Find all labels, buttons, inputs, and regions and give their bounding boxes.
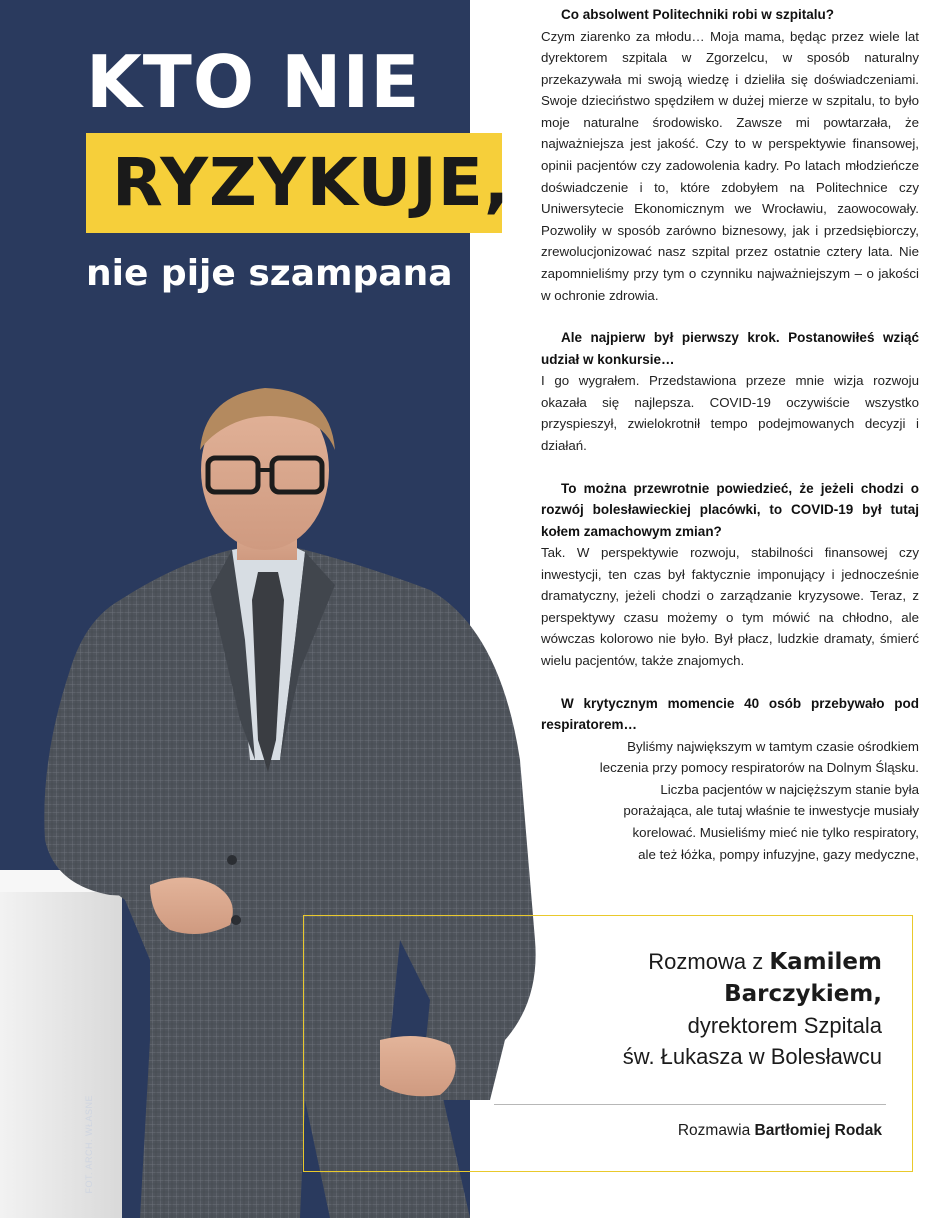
answer-4: [541, 736, 919, 866]
headline-line-1: KTO NIE: [86, 40, 421, 124]
question-1: Co absolwent Politechniki robi w szpitalu?: [561, 7, 835, 22]
interviewer-label: Rozmawia: [677, 1122, 755, 1139]
answer-2: I go wygrałem. Przedstawiona przeze mnie wizja rozwoju okazała się najlepsza. COVID-19 oczywiście wszystko przyspieszył, zwielokrotnił tempo podejmowanych decyzji i działań.: [541, 373, 919, 453]
divider-line: [494, 1104, 886, 1105]
headline-line-2: RYZYKUJE,: [112, 144, 510, 221]
interviewee-role-1: dyrektorem Szpitala: [687, 1013, 882, 1038]
interviewee-first-name: Kamilem: [769, 949, 882, 975]
interviewee-role-2: św. Łukasza w Bolesławcu: [622, 1044, 882, 1069]
interview-intro-line: [623, 946, 882, 978]
headline-line-3: nie pije szampana: [86, 253, 453, 294]
question-2: Ale najpierw był pierwszy krok. Postanowiłeś wziąć udział w konkursie…: [541, 330, 919, 367]
answer-4-line: porażająca, ale tutaj właśnie te inwestycje musiały: [623, 803, 919, 819]
interview-box: [303, 915, 913, 1172]
article-column: [541, 4, 919, 865]
answer-4-line: Liczba pacjentów w najcięższym stanie była: [660, 781, 919, 797]
answer-4-line: ale też łóżka, pompy infuzyjne, gazy medyczne,: [638, 846, 919, 862]
question-4: W krytycznym momencie 40 osób przebywało pod respiratorem…: [541, 695, 919, 733]
interviewer-credit: [678, 1122, 882, 1140]
photo-credit: FOT. ARCH. WŁASNE: [84, 1095, 94, 1194]
interviewee-info: [623, 946, 882, 1072]
answer-4-line: leczenia przy pomocy respiratorów na Dolnym Śląsku.: [599, 760, 919, 776]
answer-4-line: Byliśmy największym w tamtym czasie ośrodkiem: [627, 738, 919, 754]
answer-1: Czym ziarenko za młodu… Moja mama, będąc przez wiele lat dyrektorem szpitala w Zgorzelcu, w sposób naturalny przekazywała mi swoją wiedzę i dzieliła się doświadczeniami. Swoje dzieciństwo spędziłem w dużej mierze w szpitalu, to było moje naturalne środowisko. Zawsze mi powtarzała, że najważniejsza jest jakość. Czy to w perspektywie finansowej, opinii pacjentów czy zadowolenia kadry. Po latach młodzieńcze doświadczenie i to, które zdobyłem na Politechnice czy Uniwersytecie Ekonomicznym we Wrocławiu, zaowocowały. Pozwoliły w sposób zarówno biznesowy, jak i przedsiębiorczy, zrewolucjonizować nasz szpital przez ostatnie cztery lata. Nie zapomnieliśmy przy tym o czynniku najważniejszym – o jakości w ochronie zdrowia.: [541, 28, 919, 303]
interviewer-name: Bartłomiej Rodak: [754, 1122, 882, 1139]
question-3: To można przewrotnie powiedzieć, że jeżeli chodzi o rozwój bolesławieckiej placówki, to COVID-19 był tutaj kołem zamachowym zmian?: [541, 480, 919, 539]
answer-4-line: korelować. Musieliśmy mieć nie tylko respiratory,: [632, 825, 919, 841]
interview-intro: Rozmowa z: [648, 949, 770, 974]
interviewee-surname-line: [623, 978, 882, 1010]
interviewee-surname: Barczykiem,: [724, 981, 882, 1007]
answer-3: Tak. W perspektywie rozwoju, stabilności finansowej czy inwestycji, ten czas był faktycznie imponujący i jednocześnie dramatyczny, jeżeli chodzi o zarządzanie kryzysowe. Teraz, z perspektywy czasu możemy o tym mówić na chłodno, ale wówczas kolorowo nie było. Był płacz, ludzkie dramaty, śmierć wielu pacjentów, także znajomych.: [541, 545, 919, 669]
